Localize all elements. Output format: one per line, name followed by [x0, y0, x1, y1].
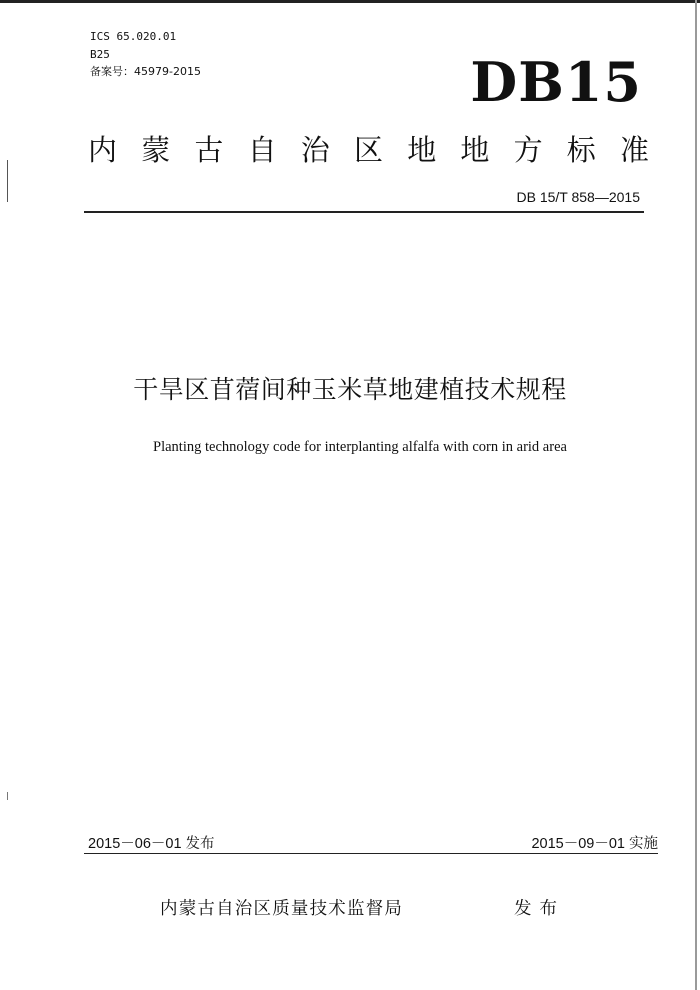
scan-mark [7, 792, 8, 800]
header-divider [84, 211, 644, 213]
document-title-cn: 干旱区苜蓿间种玉米草地建植技术规程 [133, 375, 567, 404]
db-logo: DB15 [470, 50, 642, 114]
implementation-date: 2015－09－01 实施 [531, 836, 658, 852]
page-right-edge [695, 0, 697, 990]
footer-divider [84, 853, 658, 854]
page-top-edge [0, 0, 700, 3]
ics-code: ICS 65.020.01 [90, 30, 177, 43]
standard-type-heading: 内蒙古自治区地地方标准 [88, 133, 674, 167]
scan-mark [7, 160, 8, 202]
issuing-authority: 内蒙古自治区质量技术监督局 [160, 899, 404, 919]
standard-code: DB 15/T 858—2015 [516, 189, 640, 205]
document-title-en: Planting technology code for interplanting alfalfa with corn in arid area [153, 439, 567, 455]
record-number: 备案号：45979-2015 [90, 65, 201, 78]
issue-date: 2015－06－01 发布 [88, 836, 215, 852]
classification-code: B25 [90, 48, 110, 61]
issue-label: 发布 [514, 899, 565, 919]
